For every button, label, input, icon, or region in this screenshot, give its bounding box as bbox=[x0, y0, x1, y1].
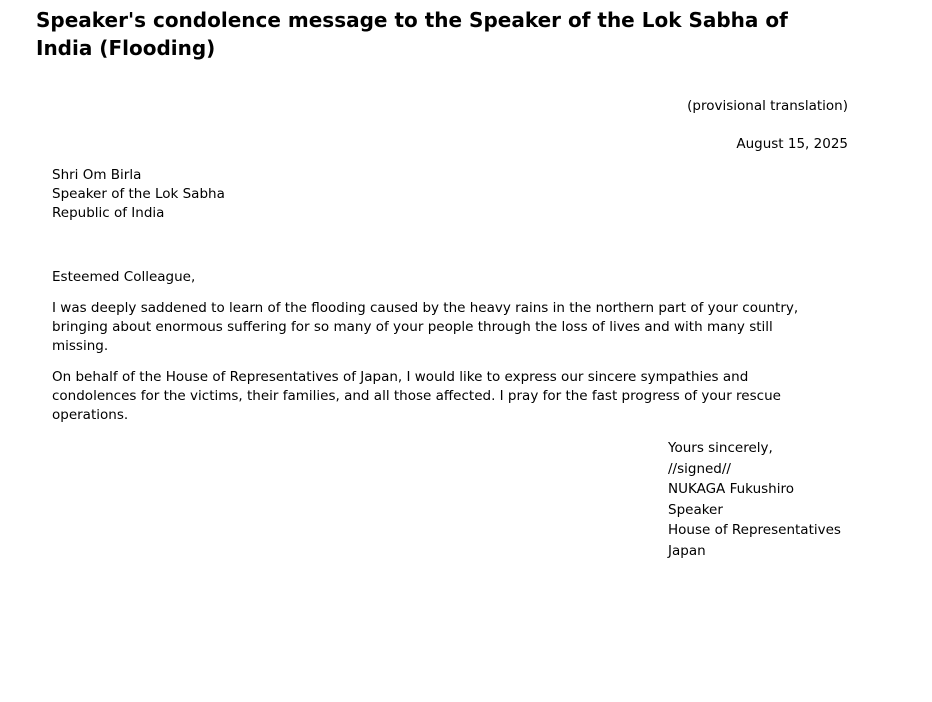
addressee-country: Republic of India bbox=[52, 205, 165, 221]
closing-block bbox=[668, 438, 841, 561]
addressee-block bbox=[52, 166, 225, 223]
signature-mark: //signed// bbox=[668, 460, 731, 477]
body-paragraph-1: I was deeply saddened to learn of the flooding caused by the heavy rains in the northern part of your country, bringing about enormous suffering for so many of your people through the loss of lives and with many still missing. bbox=[52, 300, 799, 354]
signatory-title: Speaker bbox=[668, 501, 723, 518]
addressee-title: Speaker of the Lok Sabha bbox=[52, 186, 225, 202]
closing-phrase: Yours sincerely, bbox=[668, 440, 773, 456]
letter-date: August 15, 2025 bbox=[736, 136, 848, 152]
signatory-country: Japan bbox=[668, 542, 706, 559]
signatory-name: NUKAGA Fukushiro bbox=[668, 481, 794, 497]
page-title: Speaker's condolence message to the Speaker of the Lok Sabha of India (Flooding) bbox=[36, 8, 788, 60]
signatory-institution: House of Representatives bbox=[668, 522, 841, 538]
translation-note: (provisional translation) bbox=[687, 98, 848, 114]
addressee-name: Shri Om Birla bbox=[52, 167, 142, 183]
salutation: Esteemed Colleague, bbox=[52, 269, 196, 285]
body-paragraph-2: On behalf of the House of Representatives of Japan, I would like to express our sincere sympathies and condolences for the victims, their families, and all those affected. I pray for the fast progress of your rescue operations. bbox=[52, 369, 781, 423]
